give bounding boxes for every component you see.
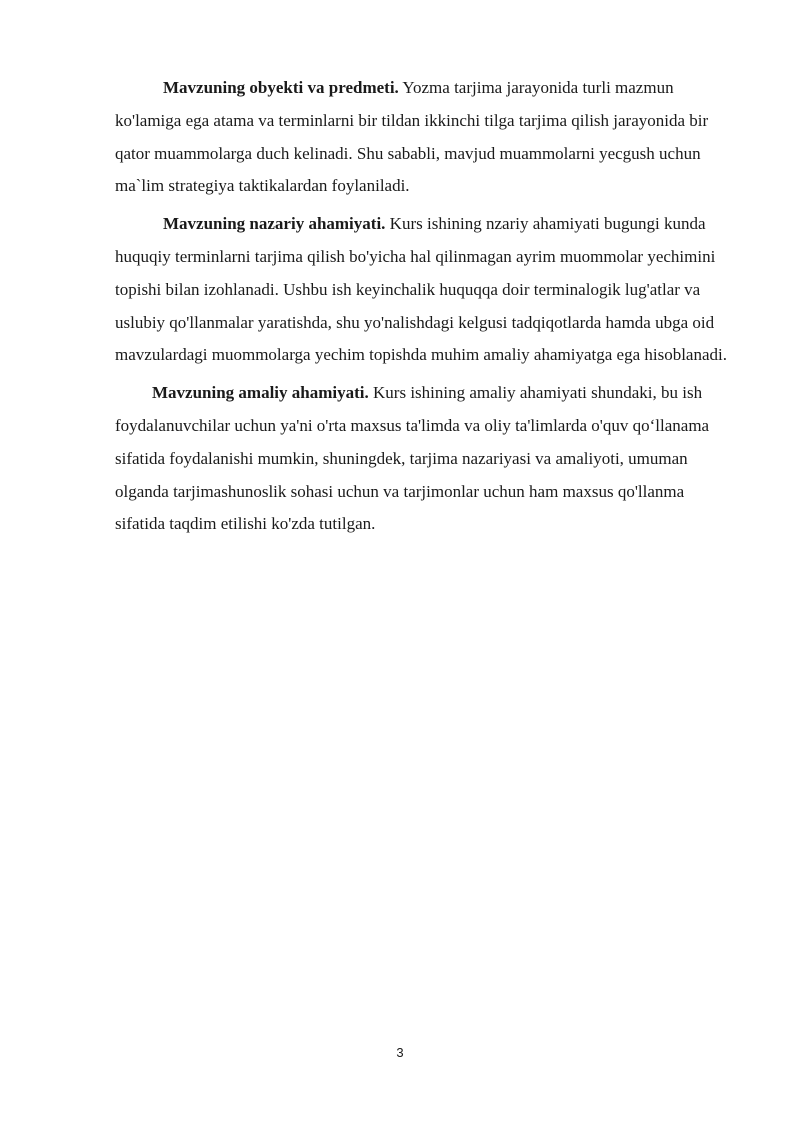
- paragraph-body: Kurs ishining amaliy ahamiyati shundaki, bu ish foydalanuvchilar uchun ya'ni o'rta maxsus ta'limda va oliy ta'limlarda o'quv qo‘llanama sifatida foydalanishi mumkin, shuningdek, tarjima nazariyasi va amaliyoti, umuman olganda tarjimashunoslik sohasi uchun va tarjimonlar uchun ham maxsus qo'llanma sifatida taqdim etilishi ko'zda tutilgan.: [115, 383, 710, 534]
- page-number: 3: [396, 1045, 404, 1060]
- paragraph-body: Yozma tarjima jarayonida turli mazmun ko'lamiga ega atama va terminlarni bir tildan ikkinchi tilga tarjima qilish jarayonida bir qator muammolarga duch kelinadi. Shu sababli, mavjud muammolarni yecgush uchun ma`lim strategiya taktikalardan foylaniladi.: [115, 78, 709, 196]
- paragraph-heading: Mavzuning nazariy ahamiyati.: [163, 214, 386, 234]
- paragraph-practical-significance: [115, 377, 735, 541]
- body-text: [115, 72, 735, 546]
- paragraph-theoretical-significance: [115, 208, 735, 372]
- paragraph-body: Kurs ishining nzariy ahamiyati bugungi kunda huquqiy terminlarni tarjima qilish bo'yicha hal qilinmagan ayrim muommolar yechimini topishi bilan izohlanadi. Ushbu ish keyinchalik huquqqa doir terminalogik lug'atlar va uslubiy qo'llanmalar yaratishda, shu yo'nalishdagi kelgusi tadqiqotlarda hamda ubga oid mavzulardagi muommolarga yechim topishda muhim amaliy ahamiyatga ega hisoblanadi.: [115, 214, 727, 365]
- paragraph-heading: Mavzuning obyekti va predmeti.: [163, 78, 399, 97]
- paragraph-object-subject: [115, 72, 735, 203]
- paragraph-heading: Mavzuning amaliy ahamiyati.: [152, 383, 369, 403]
